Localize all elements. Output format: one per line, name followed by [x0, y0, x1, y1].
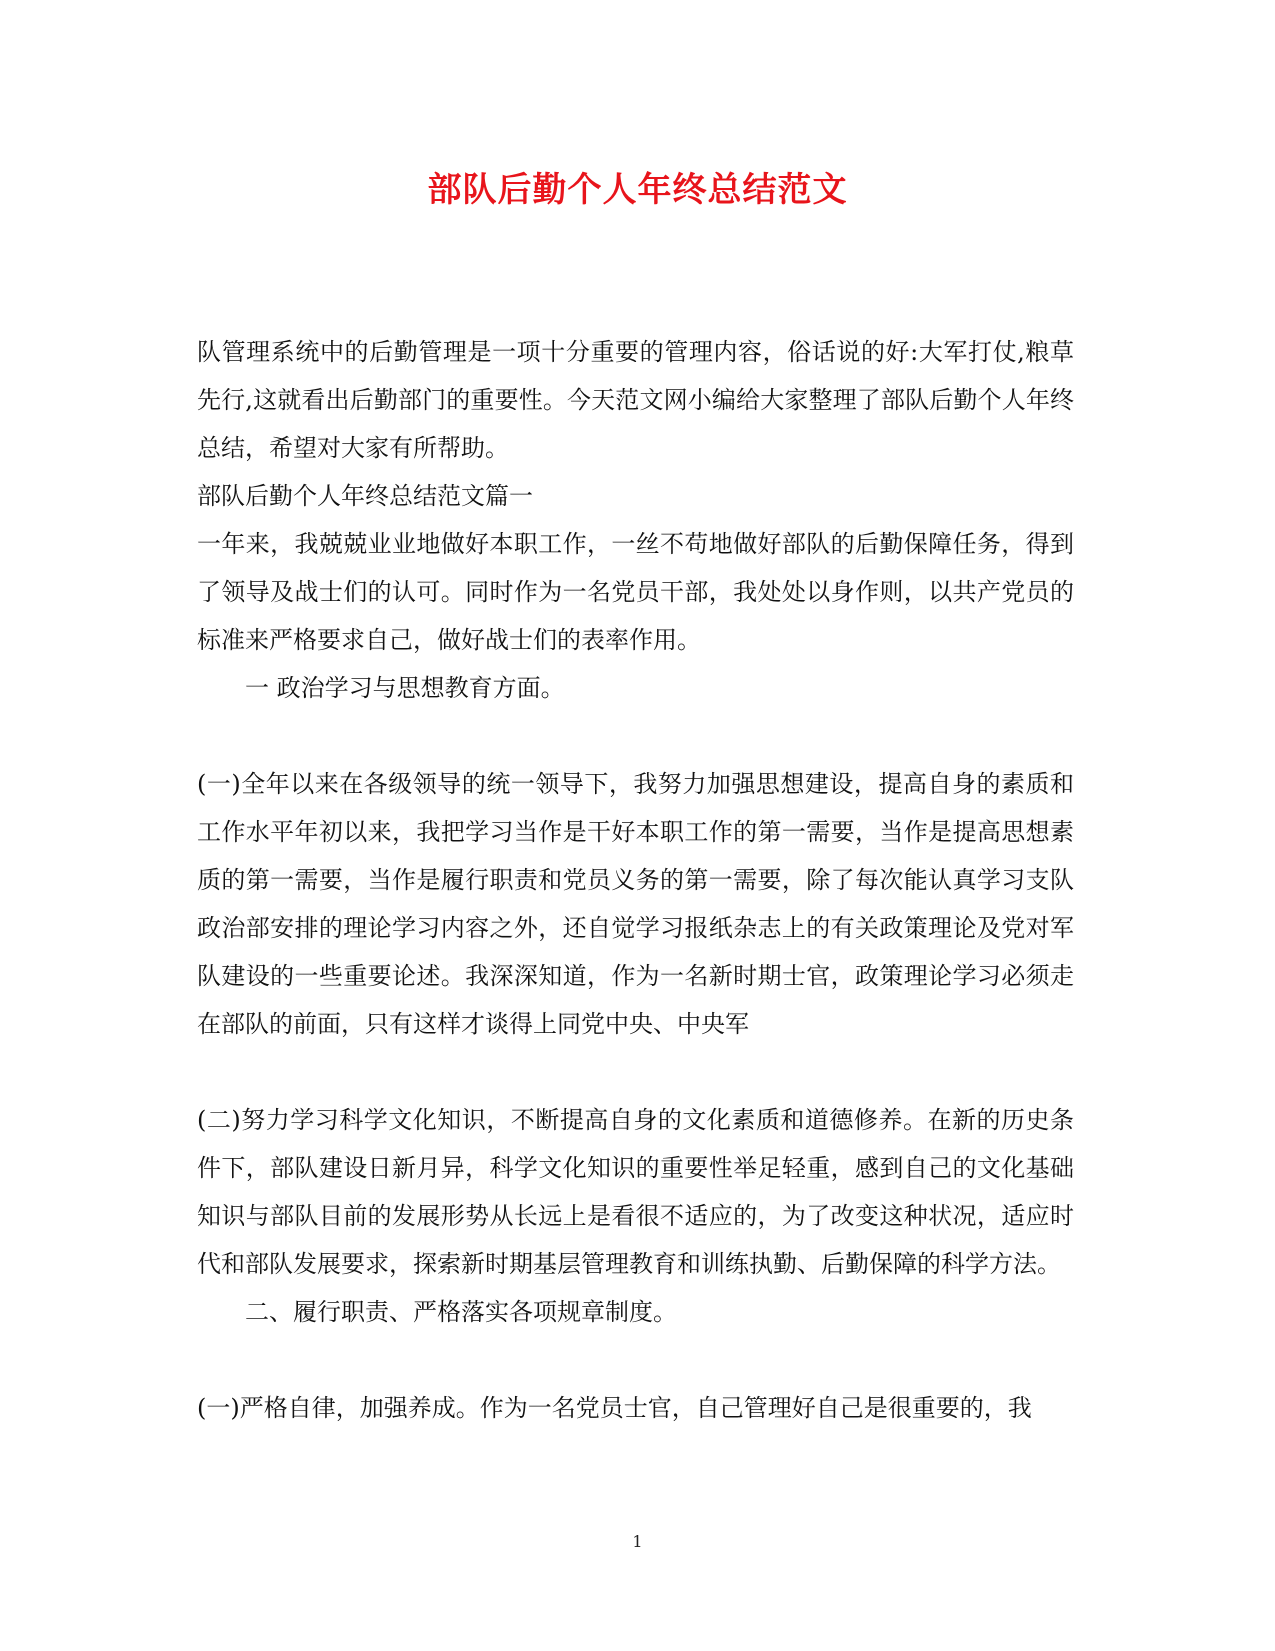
paragraph-4: (一)严格自律，加强养成。作为一名党员士官，自己管理好自己是很重要的，我	[197, 1394, 1032, 1422]
document-body	[197, 328, 1074, 1432]
paragraph-2: (一)全年以来在各级领导的统一领导下，我努力加强思想建设，提高自身的素质和工作水平年初以来，我把学习当作是干好本职工作的第一需要，当作是提高思想素质的第一需要，当作是履行职责和党员义务的第一需要，除了每次能认真学习支队政治部安排的理论学习内容之外，还自觉学习报纸杂志上的有关政策理论及党对军队建设的一些重要论述。我深深知道，作为一名新时期士官，政策理论学习必须走在部队的前面，只有这样才谈得上同党中央、中央军	[197, 770, 1074, 1038]
paragraph-3: (二)努力学习科学文化知识，不断提高自身的文化素质和道德修养。在新的历史条件下，部队建设日新月异，科学文化知识的重要性举足轻重，感到自己的文化基础知识与部队目前的发展形势从长远上是看很不适应的，为了改变这种状况，适应时代和部队发展要求，探索新时期基层管理教育和训练执勤、后勤保障的科学方法。	[197, 1106, 1074, 1278]
paragraph-gap	[197, 712, 1074, 760]
page-number: 1	[632, 1532, 643, 1551]
section-heading-2: 二、履行职责、严格落实各项规章制度。	[245, 1298, 677, 1326]
paragraph-gap	[197, 1048, 1074, 1096]
section-subtitle: 部队后勤个人年终总结范文篇一	[197, 482, 533, 510]
document-title: 部队后勤个人年终总结范文	[427, 170, 848, 210]
section-heading-1: 一 政治学习与思想教育方面。	[245, 674, 565, 702]
intro-paragraph: 队管理系统中的后勤管理是一项十分重要的管理内容，俗话说的好:大军打仗,粮草先行,这就看出后勤部门的重要性。今天范文网小编给大家整理了部队后勤个人年终总结，希望对大家有所帮助。	[197, 338, 1074, 462]
paragraph-gap	[197, 1336, 1074, 1384]
paragraph-1: 一年来，我兢兢业业地做好本职工作，一丝不苟地做好部队的后勤保障任务，得到了领导及战士们的认可。同时作为一名党员干部，我处处以身作则，以共产党员的标准来严格要求自己，做好战士们的表率作用。	[197, 530, 1074, 654]
